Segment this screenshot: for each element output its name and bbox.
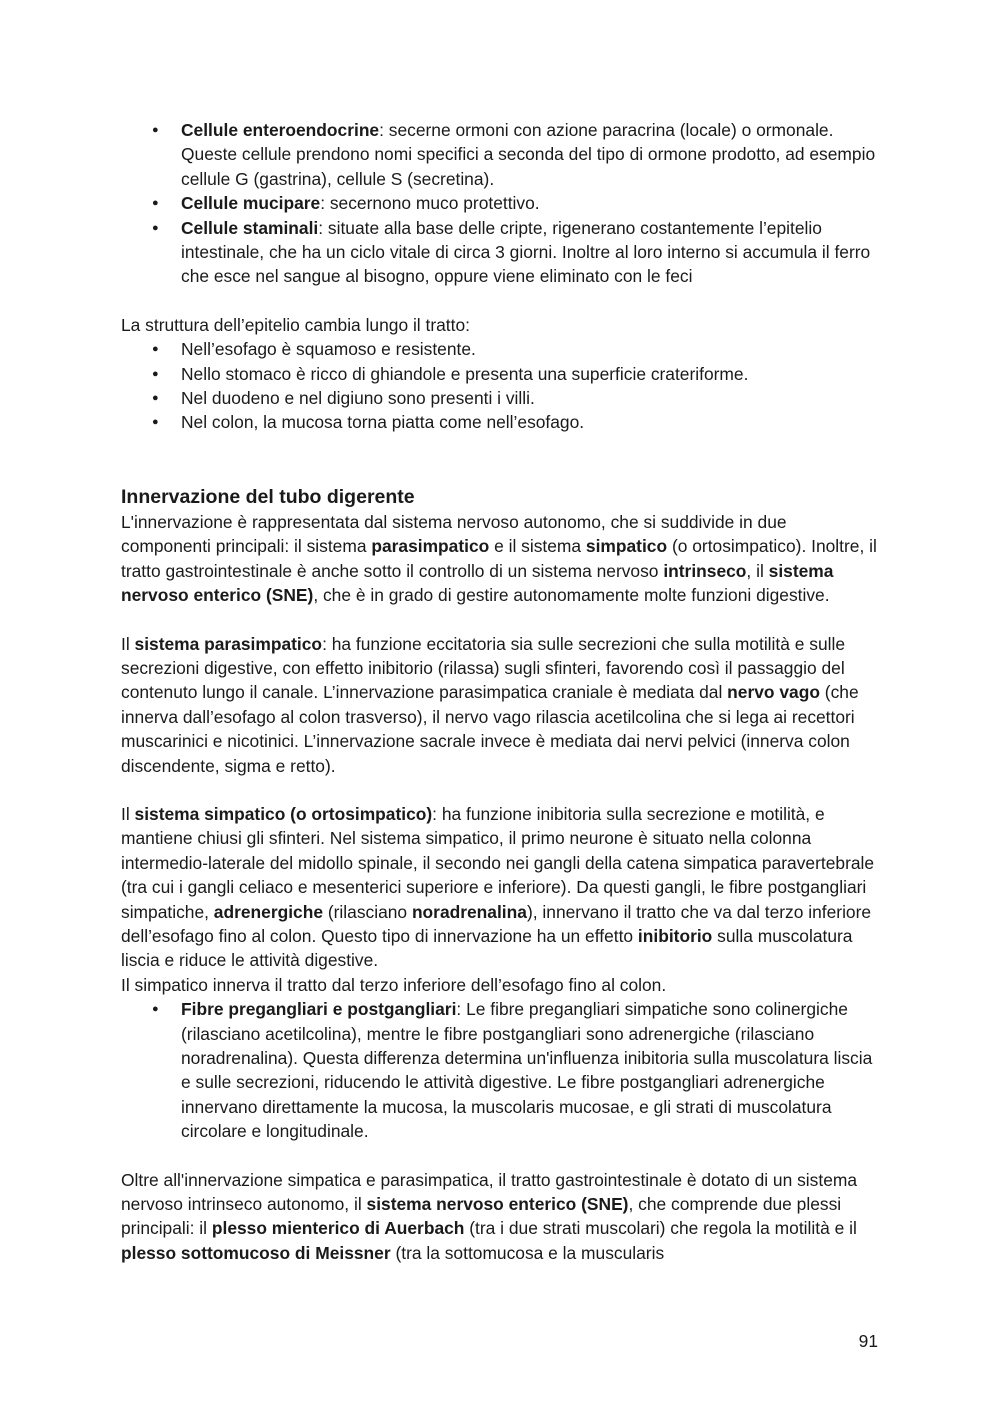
list-item-text: : Le fibre pregangliari simpatiche sono colinergiche (rilasciano acetilcolina), mentre le fibre postgangliari sono adrenergiche (rilasciano noradrenalina). Questa differenza determina un'influenza inibitoria sulla muscolatura liscia e sulle secrezioni, riducendo le attività digestive. Le fibre postgangliari adrenergiche innervano direttamente la mucosa, la muscolaris mucosae, e gli strati di muscolatura circolare e longitudinale.	[181, 999, 873, 1142]
list-item: ● Nell’esofago è squamoso e resistente.	[121, 337, 881, 361]
page-content	[121, 118, 881, 1265]
cell-types-list	[121, 118, 881, 289]
list-item-text: : secerne ormoni con azione paracrina (locale) o ormonale. Queste cellule prendono nomi specifici a seconda del tipo di ormone prodotto, ad esempio cellule G (gastrina), cellule S (secretina).	[181, 120, 876, 189]
structure-intro: La struttura dell’epitelio cambia lungo il tratto:	[121, 314, 470, 335]
list-item	[121, 216, 881, 289]
list-item: ● Nello stomaco è ricco di ghiandole e presenta una superficie crateriforme.	[121, 362, 881, 386]
list-item	[121, 191, 881, 215]
paragraph-parasympathetic: Il sistema parasimpatico: ha funzione eccitatoria sia sulle secrezioni che sulla motilità e sulle secrezioni digestive, con effetto inibitorio (rilassa) sugli sfinteri, favorendo così il passaggio del contenuto lungo il canale. L’innervazione parasimpatica craniale è mediata dal nervo vago (che innerva dall’esofago al colon trasverso), il nervo vago rilascia acetilcolina che si lega ai recettori muscarinici e nicotinici. L’innervazione sacrale invece è mediata dai nervi pelvici (innerva colon discendente, sigma e retto).	[121, 633, 859, 776]
structure-list	[121, 337, 881, 435]
paragraph-sympathetic: Il sistema simpatico (o ortosimpatico): ha funzione inibitoria sulla secrezione e motilità, e mantiene chiusi gli sfinteri. Nel sistema simpatico, il primo neurone è situato nella colonna intermedio-laterale del midollo spinale, il secondo nei gangli della catena simpatica paravertebrale (tra cui i gangli celiaco e mesenterici superiore e inferiore). Da questi gangli, le fibre postgangliari simpatiche, adrenergiche (rilasciano noradrenalina), innervano il tratto che va dal terzo inferiore dell’esofago fino al colon. Questo tipo di innervazione ha un effetto inibitorio sulla muscolatura liscia e riduce le attività digestive.	[121, 803, 875, 971]
list-item: ● Nel duodeno e nel digiuno sono presenti i villi.	[121, 386, 881, 410]
list-item-term: Cellule staminali	[181, 217, 319, 238]
list-item-text: : secernono muco protettivo.	[320, 193, 540, 214]
list-item-term: Fibre pregangliari e postgangliari	[181, 999, 457, 1020]
paragraph-innervation-intro: L'innervazione è rappresentata dal sistema nervoso autonomo, che si suddivide in due componenti principali: il sistema parasimpatico e il sistema simpatico (o ortosimpatico). Inoltre, il tratto gastrointestinale è anche sotto il controllo di un sistema nervoso intrinseco, il sistema nervoso enterico (SNE), che è in grado di gestire autonomamente molte funzioni digestive.	[121, 511, 877, 606]
list-item	[121, 997, 881, 1143]
paragraph-sympathetic-tail: Il simpatico innerva il tratto dal terzo inferiore dell’esofago fino al colon.	[121, 974, 667, 995]
list-item-term: Cellule enteroendocrine	[181, 120, 380, 140]
paragraph-enteric: Oltre all'innervazione simpatica e parasimpatica, il tratto gastrointestinale è dotato di un sistema nervoso intrinseco autonomo, il sistema nervoso enterico (SNE), che comprende due plessi principali: il plesso mienterico di Auerbach (tra i due strati muscolari) che regola la motilità e il plesso sottomucoso di Meissner (tra la sottomucosa e la muscularis	[121, 1169, 858, 1263]
list-item-term: Cellule mucipare	[181, 193, 321, 214]
list-item-text: : situate alla base delle cripte, rigenerano costantemente l’epitelio intestinale, che ha un ciclo vitale di circa 3 giorni. Inoltre al loro interno si accumula il ferro che esce nel sangue al bisogno, oppure viene eliminato con le feci	[181, 217, 871, 287]
page-number: 91	[858, 1331, 878, 1351]
fibre-list	[121, 997, 881, 1143]
list-item: ● Nel colon, la mucosa torna piatta come nell’esofago.	[121, 410, 881, 434]
section-title: Innervazione del tubo digerente	[121, 485, 415, 508]
list-item	[121, 118, 881, 191]
